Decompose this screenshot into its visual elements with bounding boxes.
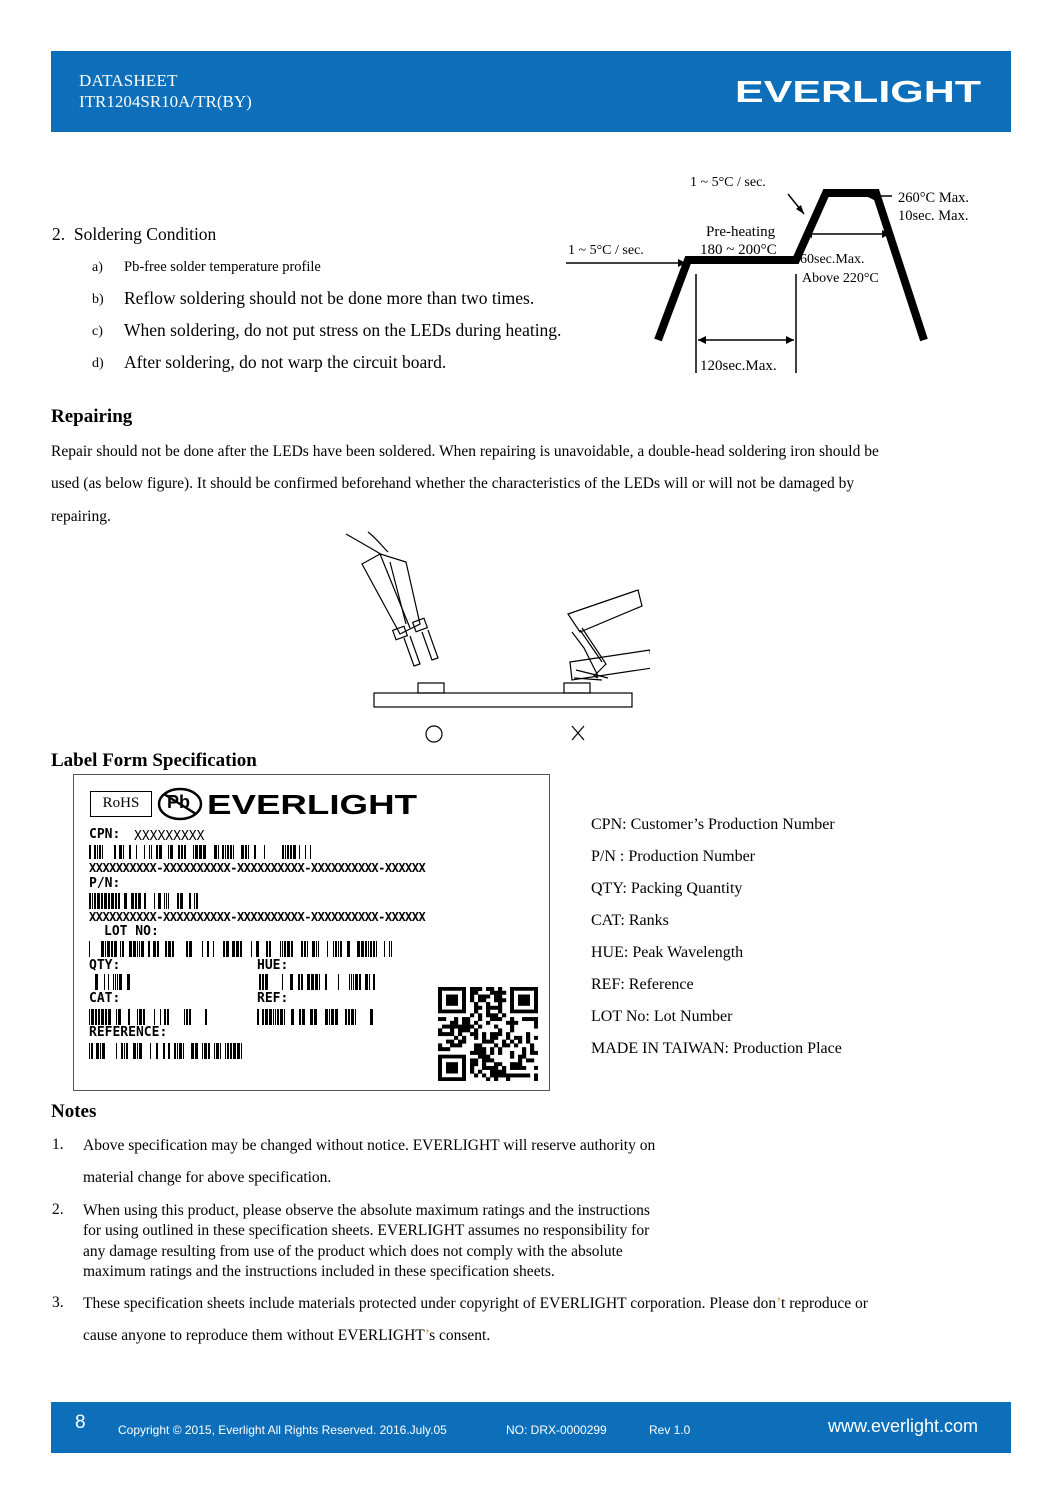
list-item: Pb-free solder temperature profile — [124, 259, 321, 275]
ramp-left-label: 1 ~ 5°C / sec. — [568, 243, 644, 258]
label-brand-logo — [206, 791, 418, 817]
repairing-text-line: used (as below figure). It should be confirmed beforehand whether the characteristics of the LEDs will or will not be damaged by — [51, 475, 855, 492]
everlight-logo — [734, 75, 982, 107]
doc-type: DATASHEET — [79, 71, 178, 90]
legend-item: LOT No: Lot Number — [591, 1008, 733, 1025]
cpn-value: XXXXXXXXX — [134, 829, 205, 844]
legend-item: CPN: Customer’s Production Number — [591, 816, 835, 833]
ref-label: REF: — [257, 991, 289, 1006]
above-time-label: 60sec.Max. — [800, 252, 865, 267]
cpn-barcode — [89, 845, 311, 859]
cat-barcode — [89, 1009, 207, 1025]
note-text-line: Above specification may be changed without notice. EVERLIGHT will reserve authority on — [83, 1137, 656, 1154]
list-item: Reflow soldering should not be done more than two times. — [124, 288, 535, 308]
legend-item: MADE IN TAIWAN: Production Place — [591, 1040, 842, 1057]
note-number: 2. — [52, 1201, 64, 1218]
list-letter: d) — [92, 356, 104, 371]
note-text-line: When using this product, please observe the absolute maximum ratings and the instructions — [83, 1202, 650, 1219]
cpn-label: CPN: — [89, 827, 121, 842]
sample-label — [73, 774, 550, 1091]
soldering-title: 2. Soldering Condition — [52, 224, 217, 244]
repairing-text-line: Repair should not be done after the LEDs have been soldered. When repairing is unavoidable, a double-head soldering iron should be — [51, 443, 879, 460]
list-item: When soldering, do not put stress on the LEDs during heating. — [124, 320, 562, 340]
rohs-badge: RoHS — [90, 791, 152, 817]
part-number: ITR1204SR10A/TR(BY) — [79, 92, 252, 111]
peak-temp-label: 260°C Max. — [898, 190, 970, 206]
note-number: 1. — [52, 1136, 64, 1153]
pn-digits: XXXXXXXXXX-XXXXXXXXXX-XXXXXXXXXX-XXXXXXXXXX-XXXXXX — [89, 910, 426, 924]
note-text-line: maximum ratings and the instructions included in these specification sheets. — [83, 1263, 555, 1280]
reference-label: REFERENCE: — [89, 1025, 168, 1040]
copyright-text: Copyright © 2015, Everlight All Rights Reserved. 2016.July.05 — [118, 1423, 447, 1437]
qr-code — [438, 987, 538, 1081]
repairing-text-line: repairing. — [51, 508, 111, 525]
peak-time-label: 10sec. Max. — [898, 208, 969, 224]
pb-text: Pb — [167, 792, 191, 812]
apostrophe: ’ — [776, 1295, 782, 1312]
page-number: 8 — [75, 1412, 86, 1433]
legend-item: CAT: Ranks — [591, 912, 669, 929]
cat-label: CAT: — [89, 991, 121, 1006]
repairing-title: Repairing — [51, 406, 133, 427]
header-banner — [51, 51, 1011, 132]
ref-barcode — [257, 1009, 375, 1025]
qty-barcode — [89, 974, 133, 990]
footer-banner — [51, 1402, 1011, 1453]
pn-barcode — [89, 893, 207, 909]
duration-label: 120sec.Max. — [700, 358, 777, 374]
website-link[interactable]: www.everlight.com — [828, 1416, 979, 1436]
solder-temperature-profile — [560, 168, 990, 378]
qty-label: QTY: — [89, 958, 121, 973]
legend-item: REF: Reference — [591, 976, 694, 993]
ramp-top-label: 1 ~ 5°C / sec. — [690, 175, 766, 190]
notes-title: Notes — [51, 1101, 97, 1122]
svg-text:EVERLIGHT: EVERLIGHT — [207, 791, 417, 817]
pb-free-icon — [156, 787, 204, 821]
above-temp-label: Above 220°C — [802, 271, 879, 286]
pn-label: P/N: — [89, 876, 121, 891]
hue-barcode — [257, 974, 375, 990]
list-letter: b) — [92, 292, 104, 307]
hue-label: HUE: — [257, 958, 289, 973]
preheat-temp-label: 180 ~ 200°C — [700, 242, 777, 258]
note-text-line: material change for above specification. — [83, 1169, 332, 1186]
svg-text:EVERLIGHT: EVERLIGHT — [735, 75, 982, 107]
legend-item: P/N : Production Number — [591, 848, 755, 865]
list-letter: c) — [92, 324, 103, 339]
note-text-line: These specification sheets include materials protected under copyright of EVERLIGHT corporation. Please don’t reproduce or — [83, 1295, 868, 1312]
apostrophe: ’ — [424, 1327, 430, 1344]
reference-barcode — [89, 1043, 243, 1059]
list-letter: a) — [92, 260, 103, 275]
note-text-line: cause anyone to reproduce them without EVERLIGHT’s consent. — [83, 1327, 491, 1344]
legend-item: HUE: Peak Wavelength — [591, 944, 744, 961]
note-text-line: any damage resulting from use of the product which does not comply with the absolute — [83, 1243, 623, 1260]
double-head-iron-illustration — [340, 528, 650, 750]
note-text-line: for using outlined in these specification sheets. EVERLIGHT assumes no responsibility for — [83, 1222, 650, 1239]
lot-label: LOT NO: — [104, 924, 159, 939]
cpn-digits: XXXXXXXXXX-XXXXXXXXXX-XXXXXXXXXX-XXXXXXXXXX-XXXXXX — [89, 861, 426, 875]
preheat-label: Pre-heating — [706, 224, 776, 240]
revision: Rev 1.0 — [649, 1423, 691, 1437]
lot-barcode — [89, 941, 394, 957]
doc-number: NO: DRX-0000299 — [506, 1423, 607, 1437]
list-item: After soldering, do not warp the circuit board. — [124, 352, 447, 372]
label-form-title: Label Form Specification — [51, 750, 257, 771]
legend-item: QTY: Packing Quantity — [591, 880, 743, 897]
note-number: 3. — [52, 1294, 64, 1311]
